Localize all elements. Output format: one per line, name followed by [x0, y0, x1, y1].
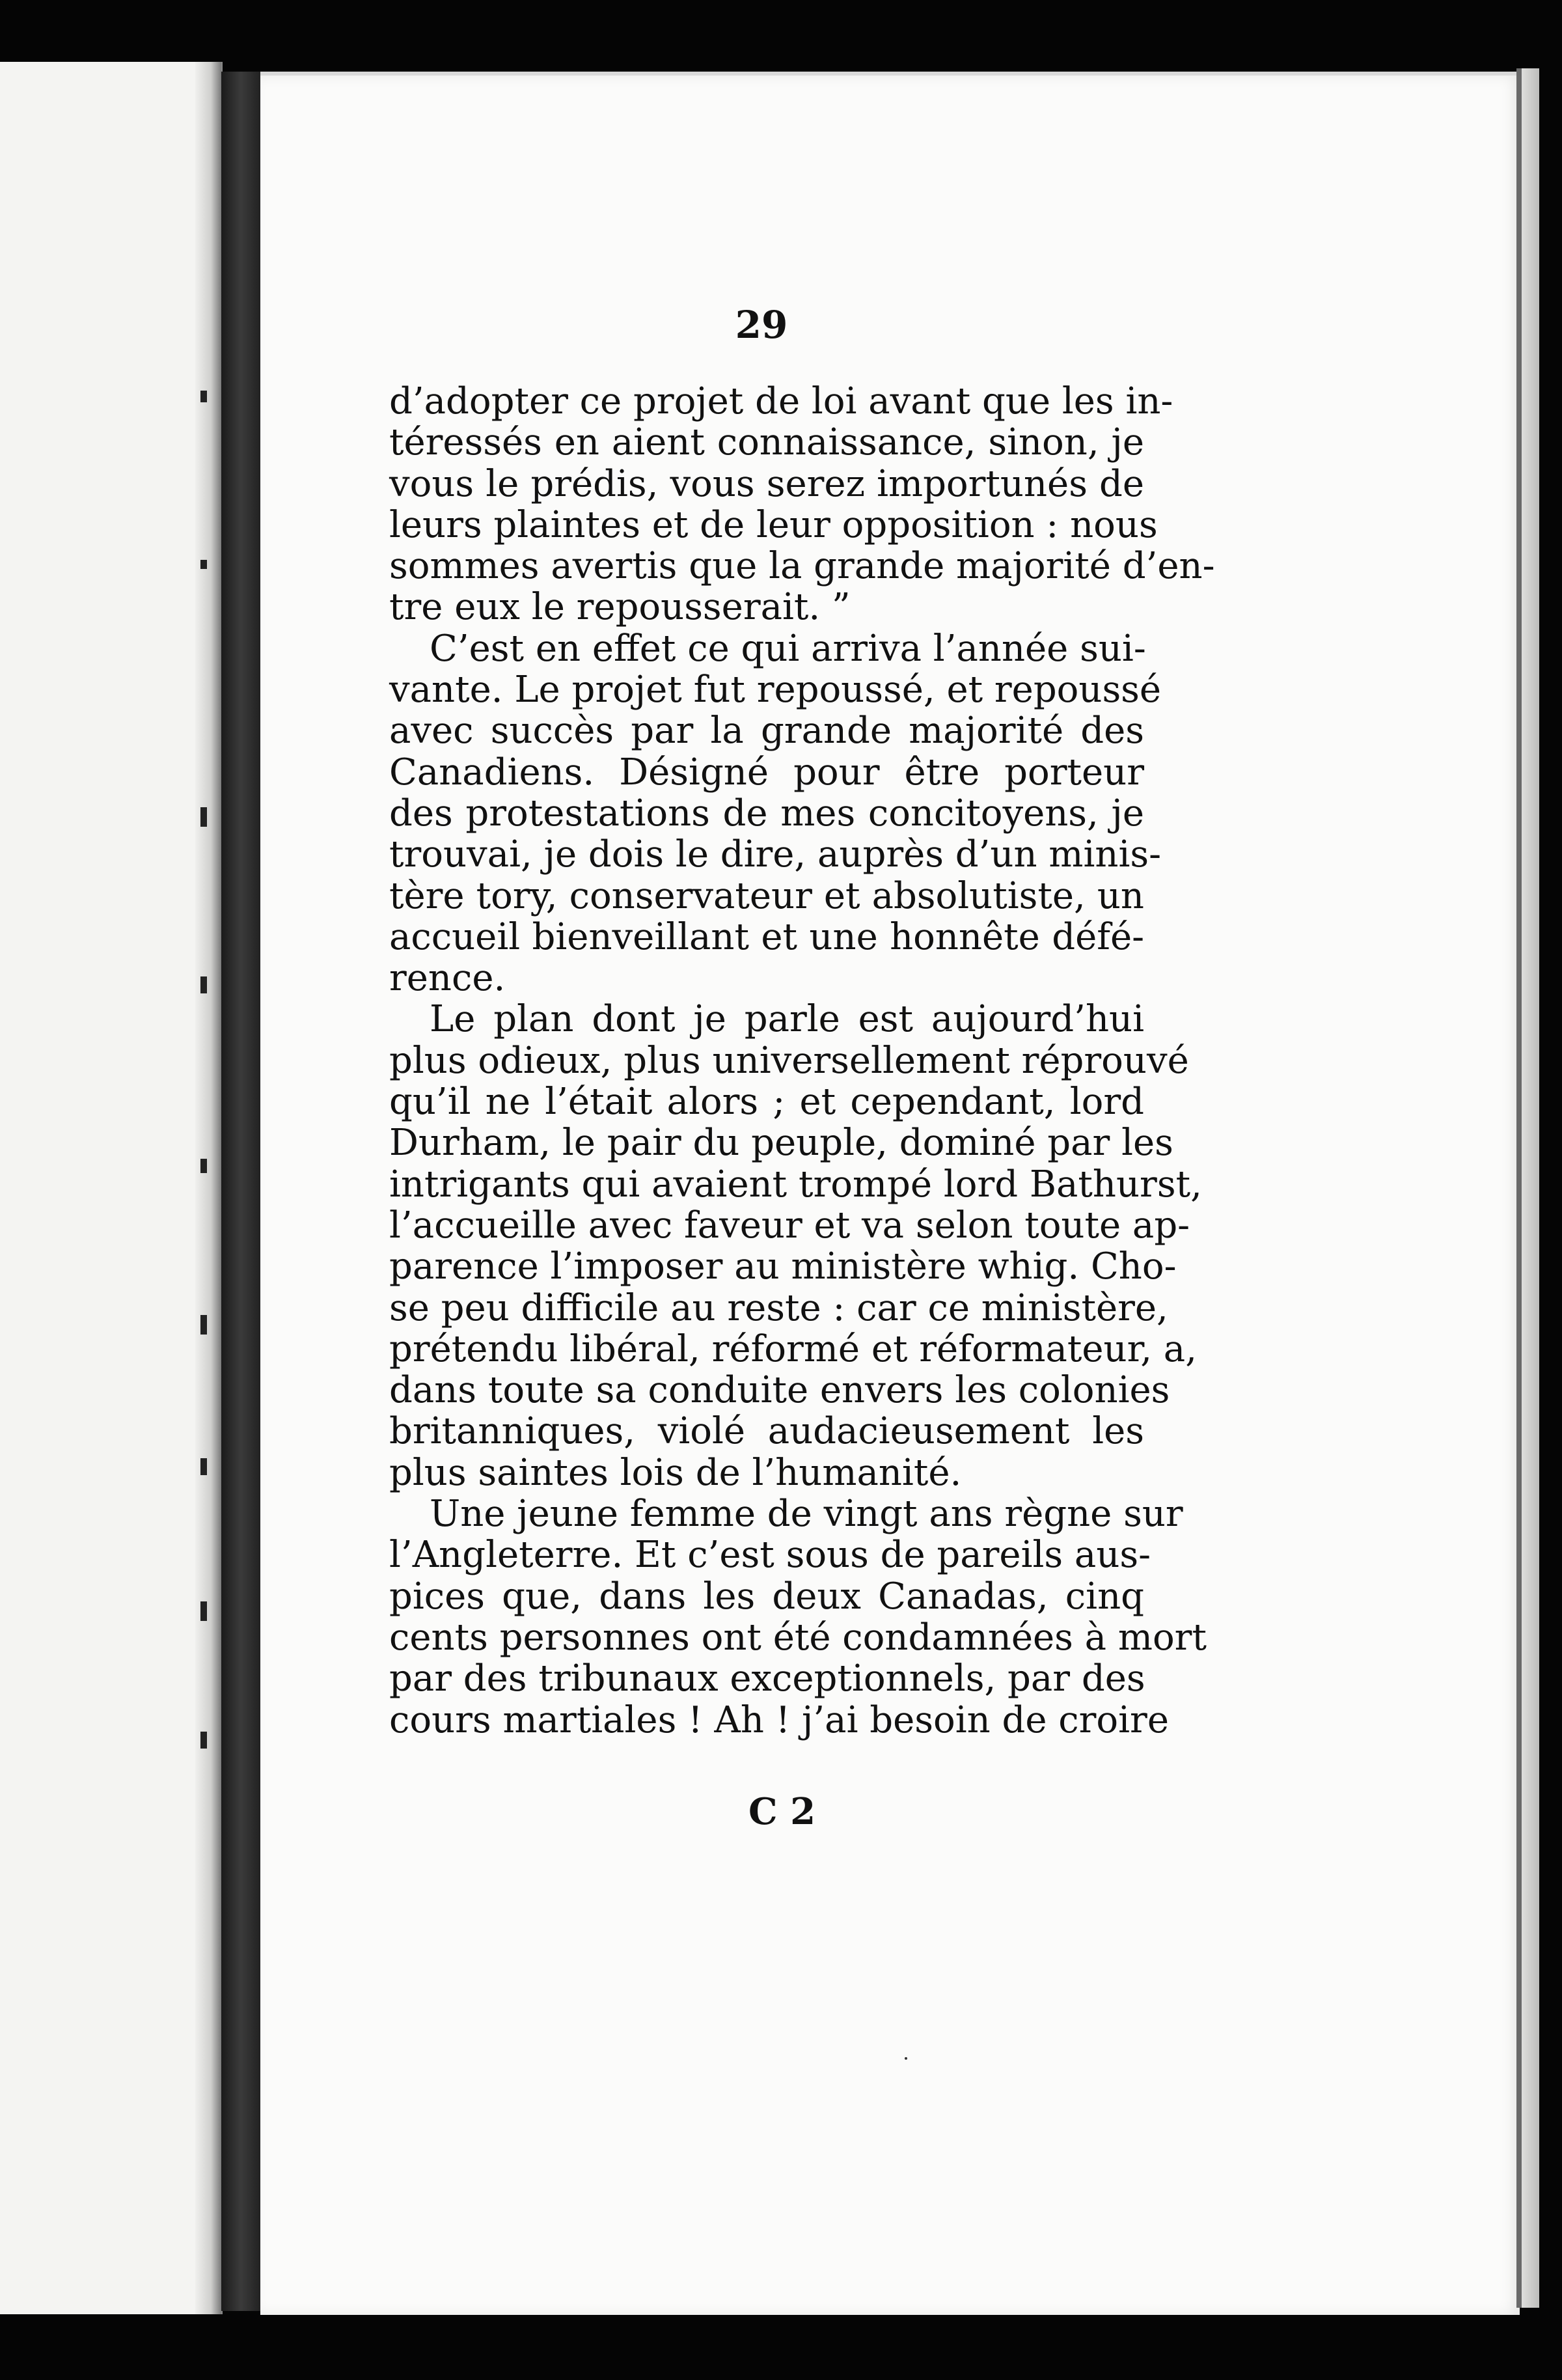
page-edge-line	[1516, 68, 1522, 2308]
text-line: vous le prédis, vous serez importunés de	[389, 462, 1144, 505]
left-page-fragment	[0, 62, 223, 2314]
page-number-text: 29	[735, 303, 788, 347]
text-line: plus saintes lois de l’humanité.	[389, 1451, 962, 1494]
signature-mark: C 2	[748, 1790, 816, 1833]
text-line: britanniques, violé audacieusement les	[389, 1410, 1144, 1453]
text-line: avec succès par la grande majorité des	[389, 710, 1144, 753]
text-line: intrigants qui avaient trompé lord Bathurst,	[389, 1163, 1202, 1206]
text-line: l’accueille avec faveur et va selon toute ap-	[389, 1204, 1190, 1247]
text-line: par des tribunaux exceptionnels, par des	[389, 1657, 1145, 1700]
text-line: téressés en aient connaissance, sinon, je	[389, 421, 1144, 464]
text-line: dans toute sa conduite envers les colonies	[389, 1369, 1170, 1412]
text-line: C’est en effet ce qui arriva l’année sui-	[430, 627, 1146, 670]
text-line: cents personnes ont été condamnées à mort	[389, 1616, 1207, 1659]
body-text	[389, 380, 1215, 1741]
text-line: sommes avertis que la grande majorité d’en-	[389, 545, 1215, 588]
text-line: plus odieux, plus universellement réprouvé	[389, 1039, 1189, 1082]
scan-speck	[905, 2057, 907, 2060]
book-spine-shadow	[221, 72, 260, 2311]
text-line: vante. Le projet fut repoussé, et repoussé	[389, 669, 1162, 712]
text-line: qu’il ne l’était alors ; et cependant, lord	[389, 1081, 1144, 1124]
text-line: Une jeune femme de vingt ans règne sur	[430, 1493, 1183, 1536]
text-line: se peu difficile au reste : car ce ministère,	[389, 1286, 1168, 1329]
page-number	[0, 303, 1562, 347]
text-line: accueil bienveillant et une honnête défé-	[389, 915, 1144, 958]
text-line: Le plan dont je parle est aujourd’hui	[430, 998, 1144, 1041]
text-line: parence l’imposer au ministère whig. Cho-	[389, 1245, 1177, 1288]
text-line: prétendu libéral, réformé et réformateur, a,	[389, 1327, 1197, 1370]
text-line: cours martiales ! Ah ! j’ai besoin de croire	[389, 1698, 1169, 1741]
text-line: leurs plaintes et de leur opposition : nous	[389, 503, 1158, 546]
text-line: tère tory, conservateur et absolutiste, un	[389, 874, 1144, 917]
text-line: rence.	[389, 957, 506, 1000]
text-line: tre eux le repousserait. ”	[389, 586, 851, 629]
text-line: des protestations de mes concitoyens, je	[389, 792, 1144, 835]
text-line: pices que, dans les deux Canadas, cinq	[389, 1575, 1144, 1618]
text-line: l’Angleterre. Et c’est sous de pareils aus-	[389, 1534, 1151, 1577]
text-line: trouvai, je dois le dire, auprès d’un minis-	[389, 833, 1162, 876]
left-page-text-remnants	[195, 391, 215, 1823]
text-line: Durham, le pair du peuple, dominé par les	[389, 1122, 1173, 1165]
text-line: d’adopter ce projet de loi avant que les in-	[389, 380, 1173, 422]
text-line: Canadiens. Désigné pour être porteur	[389, 751, 1144, 794]
